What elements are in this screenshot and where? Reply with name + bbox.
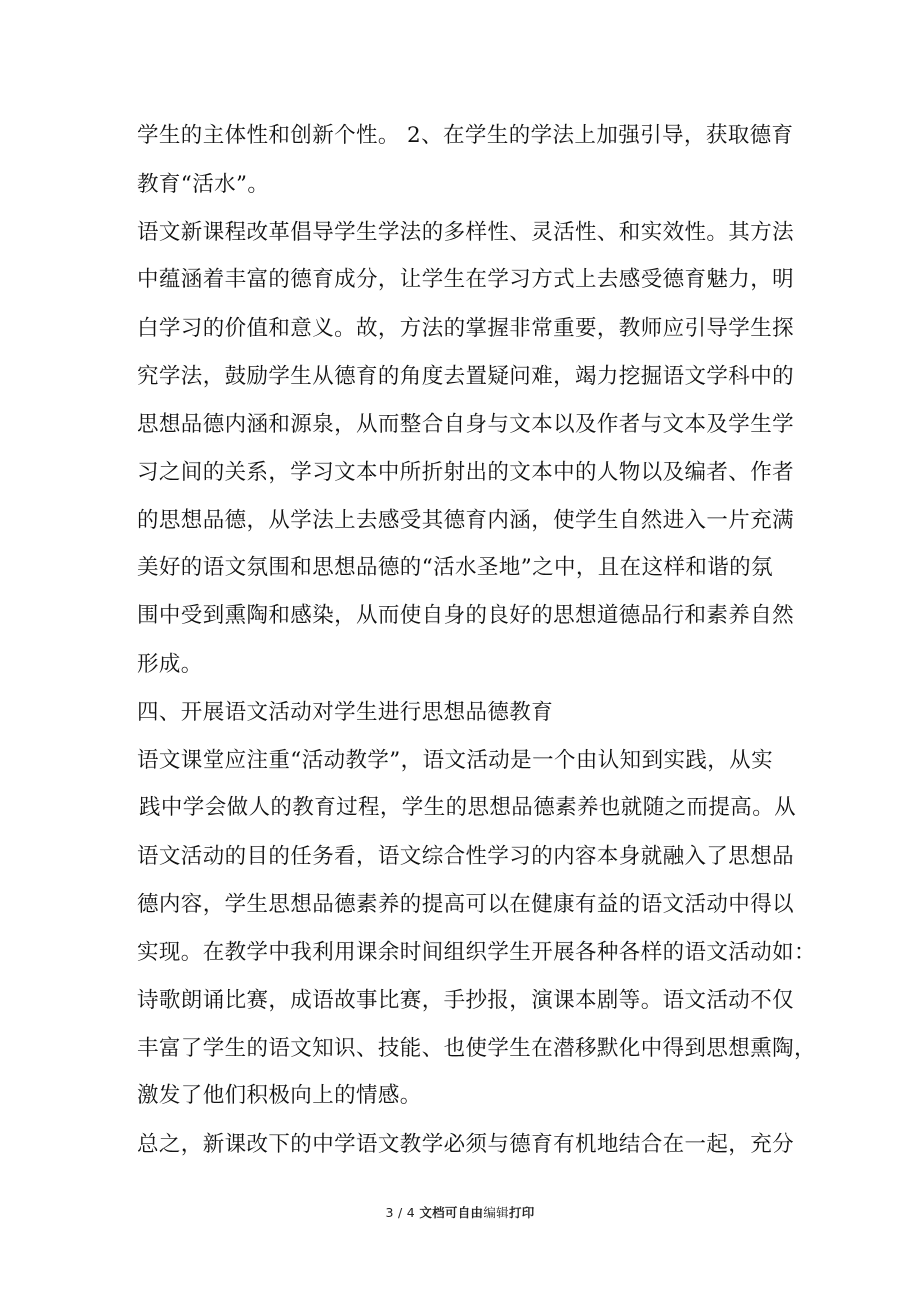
text-line: 语文课堂应注重“活动教学”，语文活动是一个由认知到实践，从实: [137, 748, 773, 773]
footer-text-normal: 编辑: [483, 1205, 509, 1220]
text-line: 思想品德内涵和源泉，从而整合自身与文本以及作者与文本及学生学: [137, 412, 795, 437]
text-line: 围中受到熏陶和感染，从而使自身的良好的思想道德品行和素养自然: [137, 603, 795, 628]
text-line: 践中学会做人的教育过程，学生的思想品德素养也就随之而提高。从: [139, 795, 797, 820]
text-line: 德内容，学生思想品德素养的提高可以在健康有益的语文活动中得以: [137, 892, 795, 917]
text-line: 语文活动的目的任务看，语文综合性学习的内容本身就融入了思想品: [137, 844, 795, 869]
text-line: 的思想品德，从学法上去感受其德育内涵，使学生自然进入一片充满: [137, 508, 795, 533]
text-line: 美好的语文氛围和思想品德的“活水圣地”之中，且在这样和谐的氛: [137, 555, 773, 580]
text-line: 激发了他们积极向上的情感。: [137, 1083, 422, 1108]
text-line: 丰富了学生的语文知识、技能、也使学生在潜移默化中得到思想熏陶，: [137, 1036, 816, 1061]
page-footer: [0, 1205, 920, 1221]
text-line: 教育“活水”。: [137, 172, 270, 197]
text-line: 究学法，鼓励学生从德育的角度去置疑问难，竭力挖掘语文学科中的: [137, 364, 795, 389]
text-line: 习之间的关系，学习文本中所折射出的文本中的人物以及编者、作者: [137, 460, 795, 485]
text-line: 学生的主体性和创新个性。 2、在学生的学法上加强引导，获取德育: [137, 123, 794, 148]
text-line: 白学习的价值和意义。故，方法的掌握非常重要，教师应引导学生探: [137, 316, 795, 341]
footer-text-bold: 文档可自由: [419, 1205, 484, 1220]
text-line: 总之，新课改下的中学语文教学必须与德育有机地结合在一起，充分: [137, 1132, 795, 1157]
section-heading: 四、开展语文活动对学生进行思想品德教育: [137, 700, 554, 725]
text-line: 形成。: [137, 652, 203, 677]
text-line: 实现。在教学中我利用课余时间组织学生开展各种各样的语文活动如：: [137, 940, 816, 965]
text-line: 诗歌朗诵比赛，成语故事比赛，手抄报，演课本剧等。语文活动不仅: [137, 988, 795, 1013]
page-number: 3 / 4: [385, 1205, 416, 1220]
text-line: 语文新课程改革倡导学生学法的多样性、灵活性、和实效性。其方法: [137, 220, 795, 245]
footer-text-bold-2: 打印: [508, 1205, 535, 1220]
text-line: 中蕴涵着丰富的德育成分，让学生在学习方式上去感受德育魅力，明: [137, 267, 795, 292]
